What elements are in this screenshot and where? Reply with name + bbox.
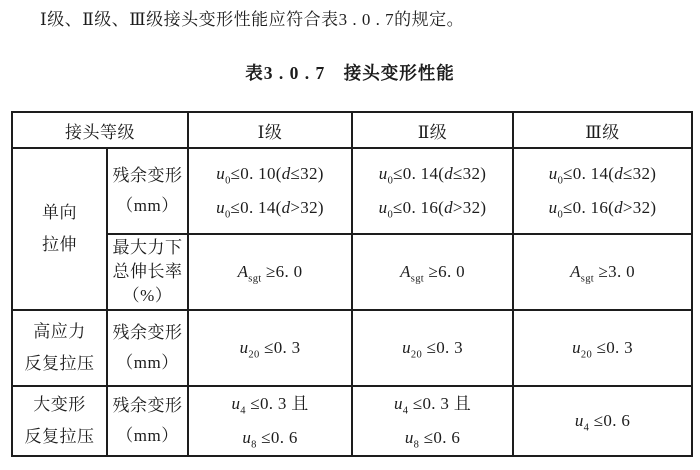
- cell-large-def-grade-ii: [352, 386, 513, 456]
- formula-line: $u_0\le 0$. 14(d≤32): [378, 164, 487, 187]
- cell-uniaxial-residual-grade-i: [188, 148, 352, 234]
- formula-line: $u_0\le 0$. 16(d>32): [548, 198, 657, 221]
- cell-high-stress-grade-iii: [513, 310, 692, 386]
- formula-line: $u_4 \le 0$. 3 且: [393, 394, 472, 417]
- label-line: （mm）: [116, 196, 179, 215]
- row-large-deformation-residual: [12, 386, 692, 456]
- row-max-force-elongation: [12, 234, 692, 310]
- rowgroup-large-deformation-cyclic: [12, 386, 107, 456]
- cell-high-stress-grade-i: [188, 310, 352, 386]
- cell-uniaxial-residual-grade-ii: [352, 148, 513, 234]
- formula-line: $u_0\le 0$. 14(d≤32): [548, 164, 657, 187]
- rowgroup-uniaxial-tension: [12, 148, 107, 310]
- cell-elongation-grade-ii: [352, 234, 513, 310]
- formula-line: $u_0\le 0$. 10(d≤32): [216, 164, 324, 187]
- formula-line: $u_{20} \le 0$. 3: [402, 338, 463, 361]
- header-cell-grade-ii: Ⅱ级: [352, 112, 513, 148]
- row-high-stress-residual: [12, 310, 692, 386]
- rowgroup-label-line: 单向: [42, 203, 77, 222]
- formula-line: $u_8 \le 0$. 6: [242, 428, 298, 451]
- table-title: 表3 . 0 . 7 接头变形性能: [245, 63, 455, 83]
- formula-line: $u_0\le 0$. 14(d>32): [216, 198, 324, 221]
- label-line: 残余变形: [112, 396, 183, 415]
- joint-deformation-table: [11, 111, 693, 457]
- formula-line: $A_{sgt} \ge 6$. 0: [237, 262, 303, 285]
- formula-line: $u_4 \le 0$. 6: [574, 411, 631, 434]
- formula-line: $u_{20} \le 0$. 3: [239, 338, 301, 361]
- header-cell-grade-i: Ⅰ级: [188, 112, 352, 148]
- row-uniaxial-residual: [12, 148, 692, 234]
- rowgroup-high-stress-cyclic: [12, 310, 107, 386]
- label-line: （%）: [122, 286, 173, 305]
- label-line: 总伸长率: [112, 262, 183, 281]
- rowgroup-label-line: 高应力: [33, 322, 86, 341]
- rowgroup-label-line: 拉伸: [42, 235, 77, 254]
- cell-elongation-grade-iii: [513, 234, 692, 310]
- rowgroup-label-line: 反复拉压: [24, 427, 95, 446]
- formula-line: $u_4 \le 0$. 3 且: [231, 394, 309, 417]
- label-line: （mm）: [116, 426, 179, 445]
- rowgroup-label-line: 大变形: [33, 395, 86, 414]
- label-residual-deformation-uniaxial: [107, 148, 188, 234]
- label-residual-deformation-high-stress: [107, 310, 188, 386]
- formula-line: $A_{sgt} \ge 3$. 0: [570, 262, 635, 285]
- document-page: [0, 8, 700, 470]
- rowgroup-label-line: 反复拉压: [24, 354, 95, 373]
- cell-high-stress-grade-ii: [352, 310, 513, 386]
- label-line: （mm）: [116, 353, 179, 372]
- header-cell-joint-grade: 接头等级: [12, 112, 188, 148]
- formula-line: $u_{20} \le 0$. 3: [572, 338, 633, 361]
- header-cell-grade-iii: Ⅲ级: [513, 112, 692, 148]
- formula-line: $u_0\le 0$. 16(d>32): [378, 198, 487, 221]
- cell-uniaxial-residual-grade-iii: [513, 148, 692, 234]
- cell-large-def-grade-i: [188, 386, 352, 456]
- cell-large-def-grade-iii: [513, 386, 692, 456]
- intro-text: Ⅰ级、Ⅱ级、Ⅲ级接头变形性能应符合表3 . 0 . 7的规定。: [40, 10, 465, 29]
- label-residual-deformation-large-def: [107, 386, 188, 456]
- formula-line: $u_8 \le 0$. 6: [404, 428, 461, 451]
- formula-line: $A_{sgt} \ge 6$. 0: [400, 262, 465, 285]
- table-header-row: [12, 112, 692, 148]
- label-max-force-elongation: [107, 234, 188, 310]
- label-line: 残余变形: [112, 323, 183, 342]
- label-line: 残余变形: [112, 166, 183, 185]
- cell-elongation-grade-i: [188, 234, 352, 310]
- label-line: 最大力下: [112, 238, 183, 257]
